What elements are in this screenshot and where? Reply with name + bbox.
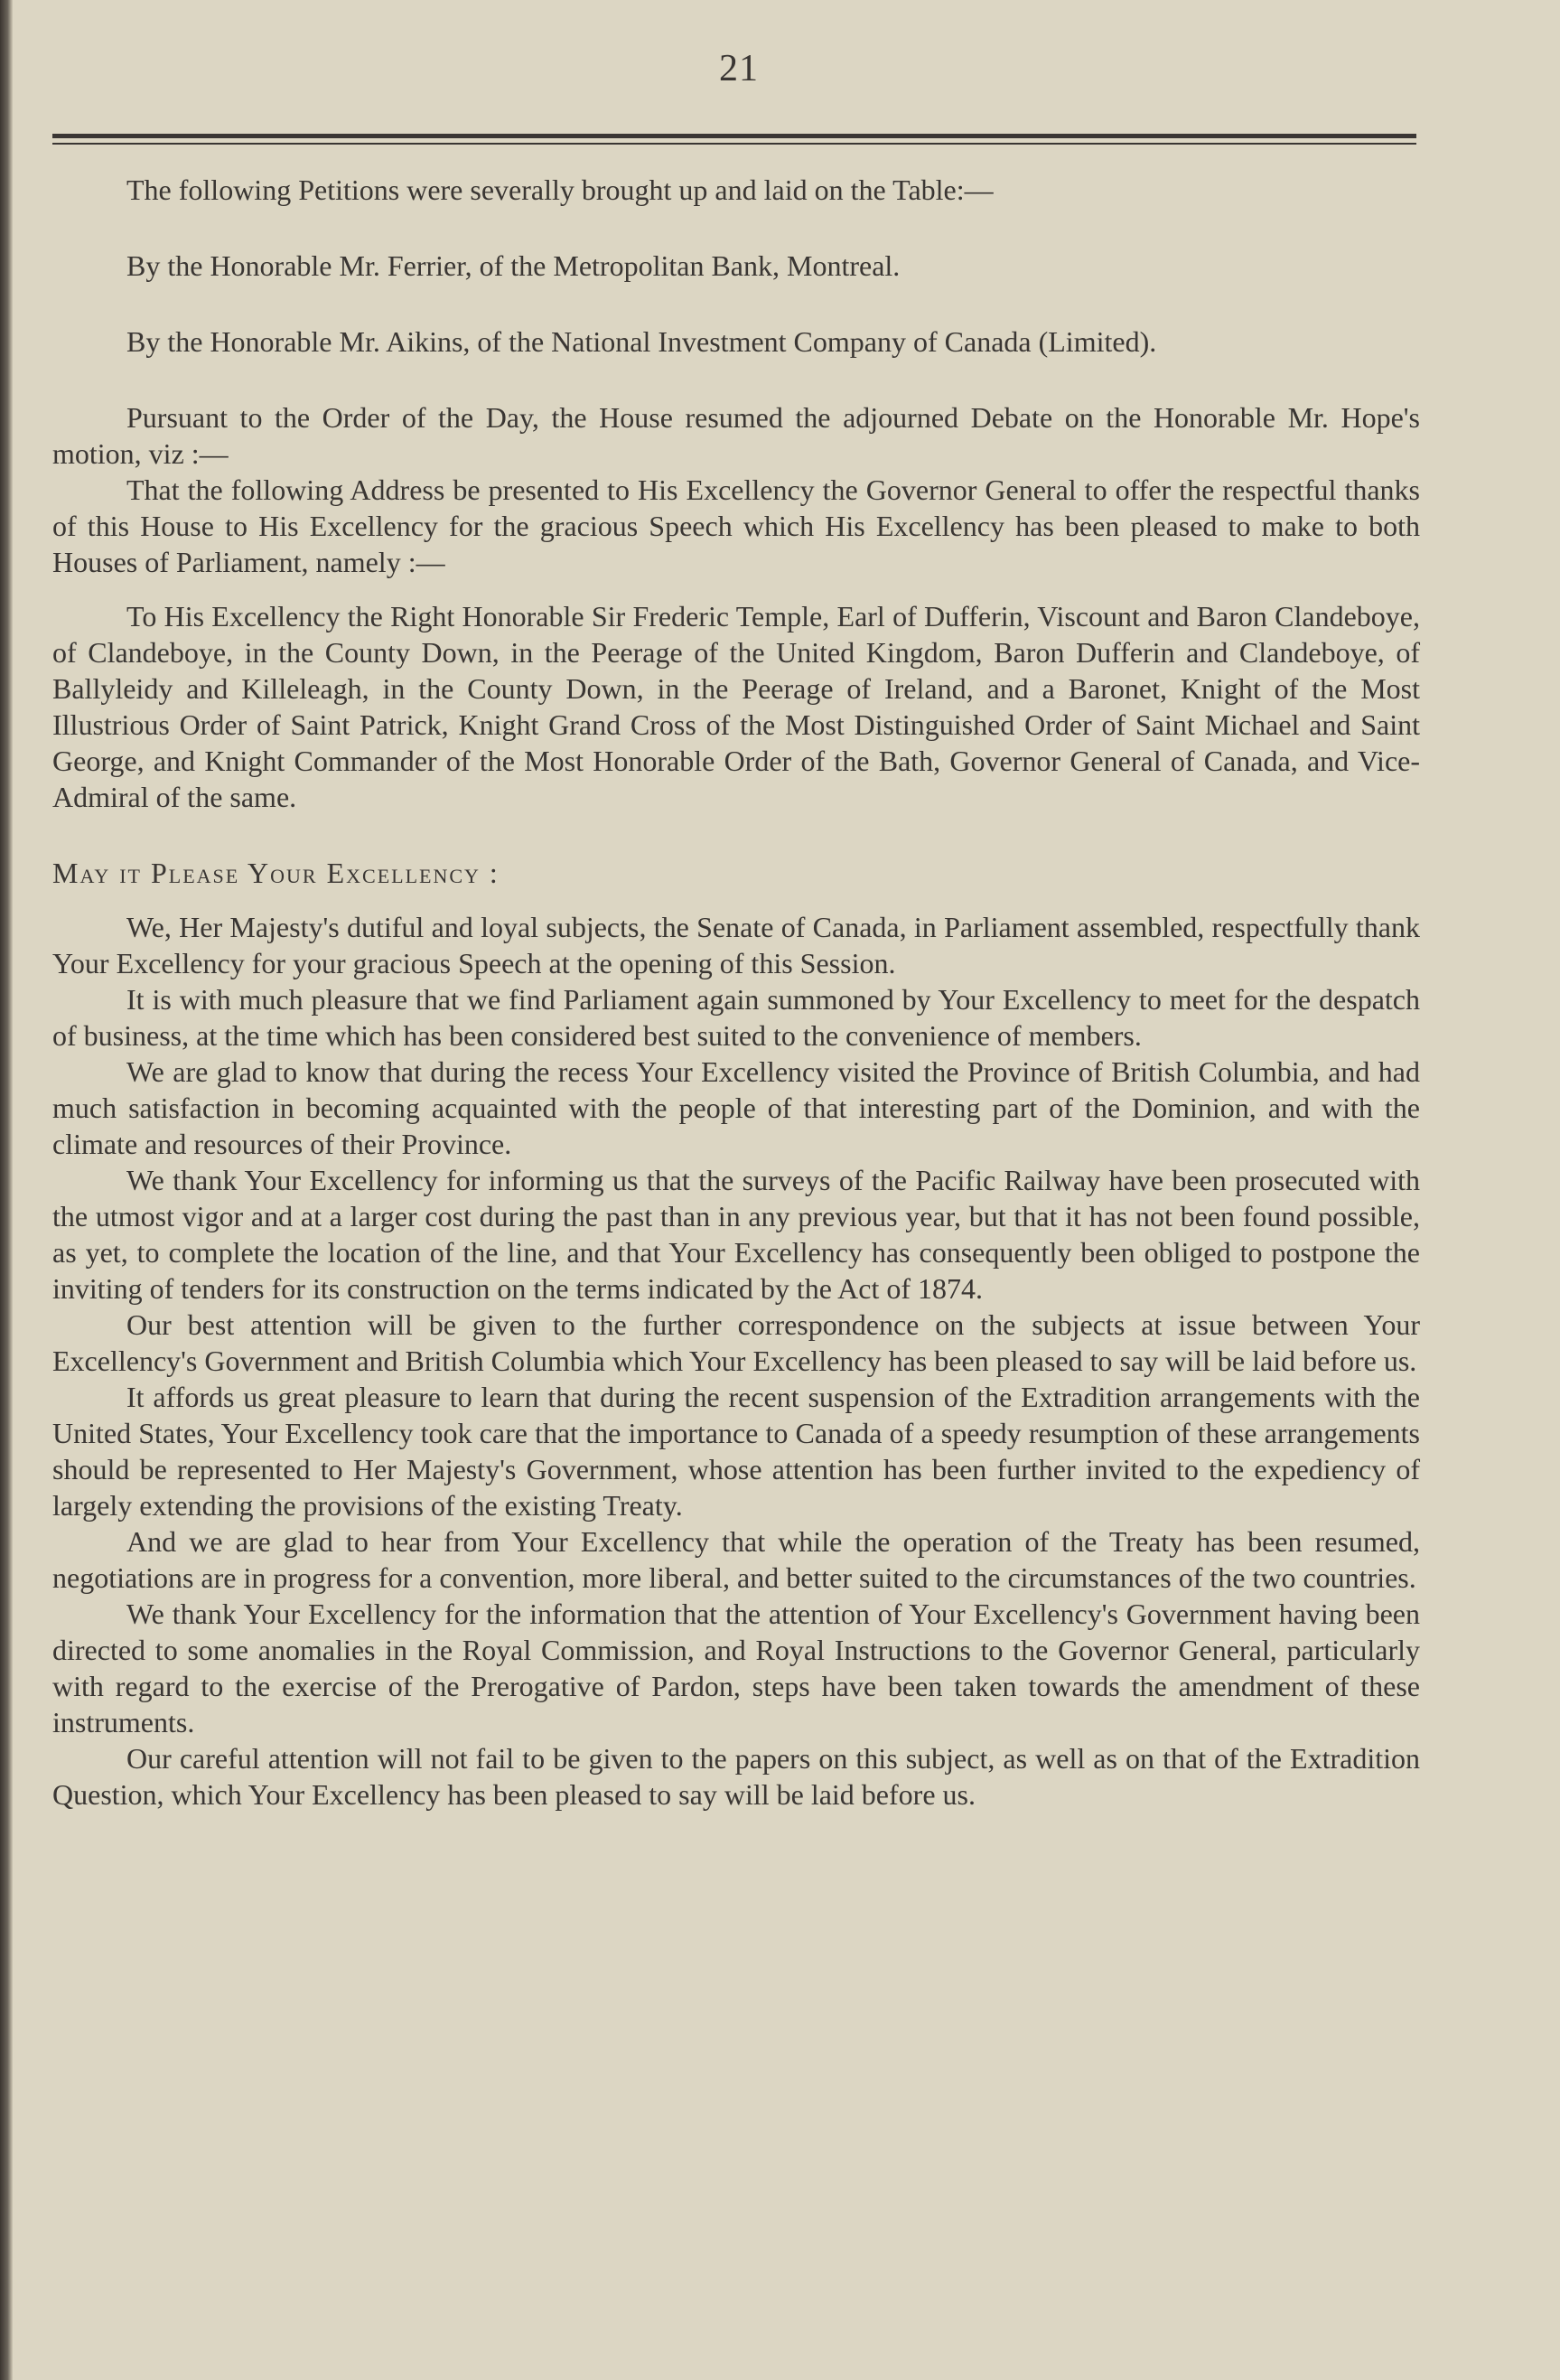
page-body	[52, 172, 1420, 1813]
address-paragraph: We, Her Majesty's dutiful and loyal subjects, the Senate of Canada, in Parliament assembled, respectfully thank Your Excellency for your gracious Speech at the opening of this Session.	[52, 911, 1420, 979]
order-of-the-day: Pursuant to the Order of the Day, the House resumed the adjourned Debate on the Honorable Mr. Hope's motion, viz :—	[52, 401, 1420, 470]
salutation: May it Please Your Excellency :	[52, 857, 500, 889]
header-rule-thin	[52, 143, 1416, 145]
header-rule-thick	[52, 134, 1416, 138]
address-paragraph: We thank Your Excellency for informing us that the surveys of the Pacific Railway have been prosecuted with the utmost vigor and at a larger cost during the past than in any previous year, but that it has not been found possible, as yet, to complete the location of the line, and that Your Excellency has consequently been obliged to postpone the inviting of tenders for its construction on the terms indicated by the Act of 1874.	[52, 1164, 1420, 1305]
page-number: 21	[719, 48, 759, 89]
petitions-intro: The following Petitions were severally brought up and laid on the Table:—	[126, 173, 994, 206]
address-paragraph: It affords us great pleasure to learn that during the recent suspension of the Extradition arrangements with the United States, Your Excellency took care that the importance to Canada of a speedy resumption of these arrangements should be represented to Her Majesty's Government, whose attention has been further invited to the expediency of largely extending the provisions of the existing Treaty.	[52, 1381, 1420, 1522]
petition-ferrier: By the Honorable Mr. Ferrier, of the Metropolitan Bank, Montreal.	[126, 249, 901, 282]
page-binding-edge	[0, 0, 13, 2380]
address-paragraph: It is with much pleasure that we find Parliament again summoned by Your Excellency to meet for the despatch of business, at the time which has been considered best suited to the convenience of members.	[52, 983, 1420, 1052]
address-addressee: To His Excellency the Right Honorable Sir Frederic Temple, Earl of Dufferin, Viscount and Baron Clandeboye, of Clandeboye, in the County Down, in the Peerage of the United Kingdom, Baron Dufferin and Clandeboye, of Ballyleidy and Killeleagh, in the County Down, in the Peerage of Ireland, and a Baronet, Knight of the Most Illustrious Order of Saint Patrick, Knight Grand Cross of the Most Distinguished Order of Saint Michael and Saint George, and Knight Commander of the Most Honorable Order of the Bath, Governor General of Canada, and Vice-Admiral of the same.	[52, 600, 1420, 813]
address-paragraph: We thank Your Excellency for the information that the attention of Your Excellency's Government having been directed to some anomalies in the Royal Commission, and Royal Instructions to the Governor General, particularly with regard to the exercise of the Prerogative of Pardon, steps have been taken towards the amendment of these instruments.	[52, 1598, 1420, 1738]
address-paragraph: And we are glad to hear from Your Excellency that while the operation of the Treaty has been resumed, negotiations are in progress for a convention, more liberal, and better suited to the circumstances of the two countries.	[52, 1525, 1420, 1594]
address-motion: That the following Address be presented to His Excellency the Governor General to offer the respectful thanks of this House to His Excellency for the gracious Speech which His Excellency has been pleased to make to both Houses of Parliament, namely :—	[52, 473, 1420, 578]
address-paragraph: Our best attention will be given to the further correspondence on the subjects at issue between Your Excellency's Government and British Columbia which Your Excellency has been pleased to say will be laid before us.	[52, 1308, 1420, 1377]
address-paragraph: We are glad to know that during the recess Your Excellency visited the Province of British Columbia, and had much satisfaction in becoming acquainted with the people of that interesting part of the Dominion, and with the climate and resources of their Province.	[52, 1055, 1420, 1160]
address-paragraph: Our careful attention will not fail to be given to the papers on this subject, as well as on that of the Extradition Question, which Your Excellency has been pleased to say will be laid before us.	[52, 1742, 1420, 1811]
petition-aikins: By the Honorable Mr. Aikins, of the National Investment Company of Canada (Limited).	[126, 325, 1157, 358]
